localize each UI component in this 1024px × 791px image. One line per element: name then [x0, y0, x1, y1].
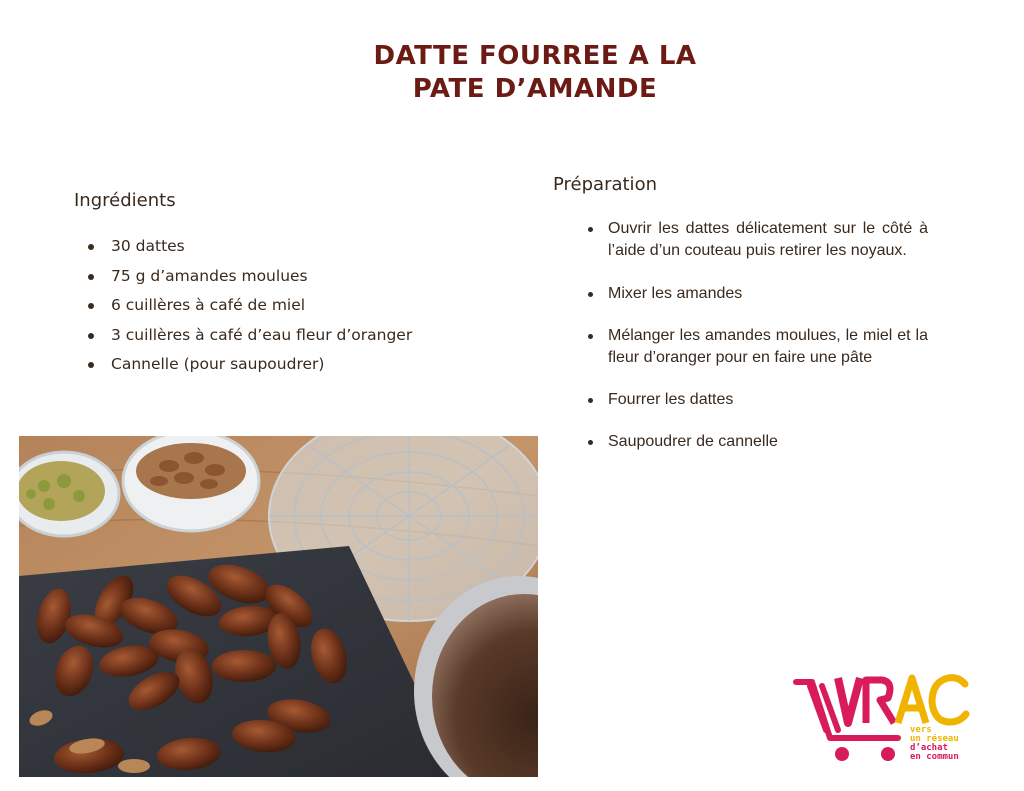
vrac-logo — [790, 668, 975, 768]
ingredient-item: 30 dattes — [83, 232, 412, 262]
logo-tagline-1: vers — [910, 725, 932, 735]
preparation-list — [583, 218, 928, 453]
vrac-logo-mark — [790, 668, 975, 768]
preparation-heading: Préparation — [553, 174, 657, 195]
title-line-1: DATTE FOURREE A LA — [373, 41, 697, 71]
preparation-step: Saupoudrer de cannelle — [583, 431, 928, 453]
logo-tagline-4: en commun — [910, 752, 959, 762]
ingredient-item: 3 cuillères à café d’eau fleur d’oranger — [83, 321, 412, 351]
recipe-photo — [19, 436, 538, 777]
title-line-2: PATE D’AMANDE — [412, 74, 658, 104]
ingredients-heading: Ingrédients — [74, 190, 176, 211]
ingredient-item: 75 g d’amandes moulues — [83, 262, 412, 292]
recipe-title — [0, 40, 1024, 106]
ingredient-item: Cannelle (pour saupoudrer) — [83, 350, 412, 380]
logo-tagline-3: d’achat — [910, 743, 948, 753]
preparation-step: Ouvrir les dattes délicatement sur le côté à l’aide d’un couteau puis retirer les noyaux. — [583, 218, 928, 262]
preparation-step: Mixer les amandes — [583, 283, 928, 305]
dates-photo-illustration — [19, 436, 538, 777]
preparation-step: Mélanger les amandes moulues, le miel et la fleur d’oranger pour en faire une pâte — [583, 325, 928, 369]
preparation-step: Fourrer les dattes — [583, 389, 928, 411]
ingredients-list — [83, 232, 412, 380]
ingredient-item: 6 cuillères à café de miel — [83, 291, 412, 321]
logo-tagline-2: un réseau — [910, 734, 959, 744]
